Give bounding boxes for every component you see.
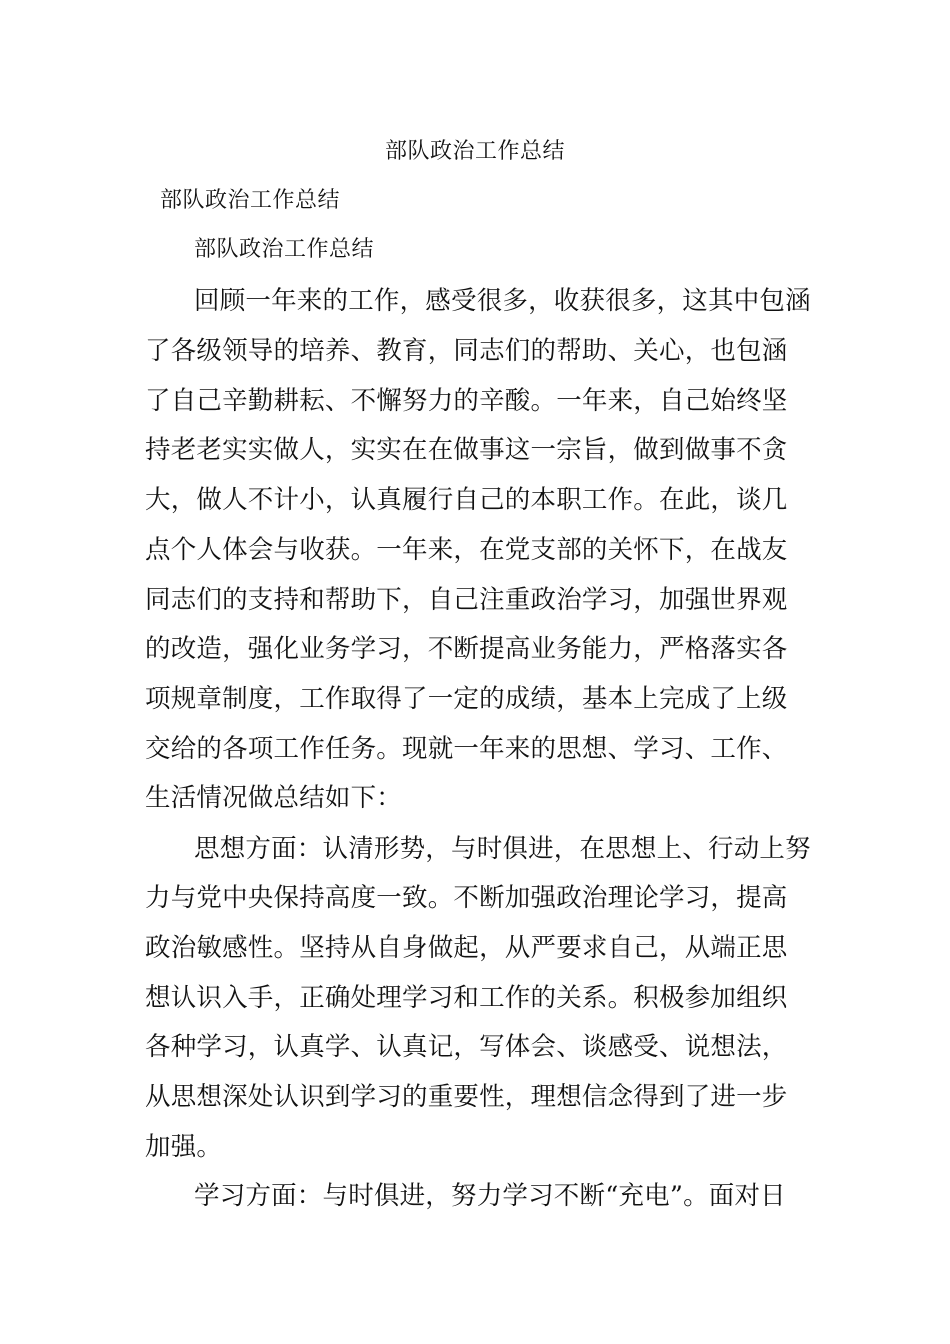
document-title: 部队政治工作总结: [384, 139, 565, 164]
paragraph-1-line: 交给的各项工作任务。现就一年来的思想、学习、工作、: [145, 734, 788, 764]
paragraph-1-line: 回顾一年来的工作，感受很多，收获很多，这其中包涵: [194, 286, 811, 316]
paragraph-1-line: 同志们的支持和帮助下，自己注重政治学习，加强世界观: [145, 585, 788, 615]
paragraph-1-line: 持老老实实做人，实实在在做事这一宗旨，做到做事不贪: [145, 435, 788, 465]
paragraph-1-line: 项规章制度，工作取得了一定的成绩，基本上完成了上级: [145, 684, 788, 714]
paragraph-1-line: 的改造，强化业务学习，不断提高业务能力，严格落实各: [145, 634, 788, 664]
document-subtitle: 部队政治工作总结: [160, 188, 341, 213]
paragraph-2-line: 各种学习，认真学、认真记，写体会、谈感受、说想法，: [145, 1032, 788, 1062]
paragraph-1-line: 了各级领导的培养、教育，同志们的帮助、关心，也包涵: [145, 336, 788, 366]
paragraph-3-line: 学习方面：与时俱进，努力学习不断“充电”。面对日: [194, 1181, 786, 1211]
paragraph-1-line: 生活情况做总结如下：: [145, 783, 403, 813]
section-heading: 部队政治工作总结: [194, 237, 375, 262]
paragraph-2-line: 力与党中央保持高度一致。不断加强政治理论学习，提高: [145, 883, 788, 913]
paragraph-2-line: 思想方面：认清形势，与时俱进，在思想上、行动上努: [194, 834, 811, 864]
paragraph-2-line: 从思想深处认识到学习的重要性，理想信念得到了进一步: [145, 1082, 788, 1112]
paragraph-1-line: 大，做人不计小，认真履行自己的本职工作。在此，谈几: [145, 485, 788, 515]
paragraph-2-line: 政治敏感性。坚持从自身做起，从严要求自己，从端正思: [145, 933, 788, 963]
paragraph-1-line: 了自己辛勤耕耘、不懈努力的辛酸。一年来，自己始终坚: [145, 386, 788, 416]
paragraph-2-line: 加强。: [145, 1132, 223, 1162]
paragraph-1-line: 点个人体会与收获。一年来，在党支部的关怀下，在战友: [145, 535, 788, 565]
paragraph-2-line: 想认识入手，正确处理学习和工作的关系。积极参加组织: [145, 983, 788, 1013]
